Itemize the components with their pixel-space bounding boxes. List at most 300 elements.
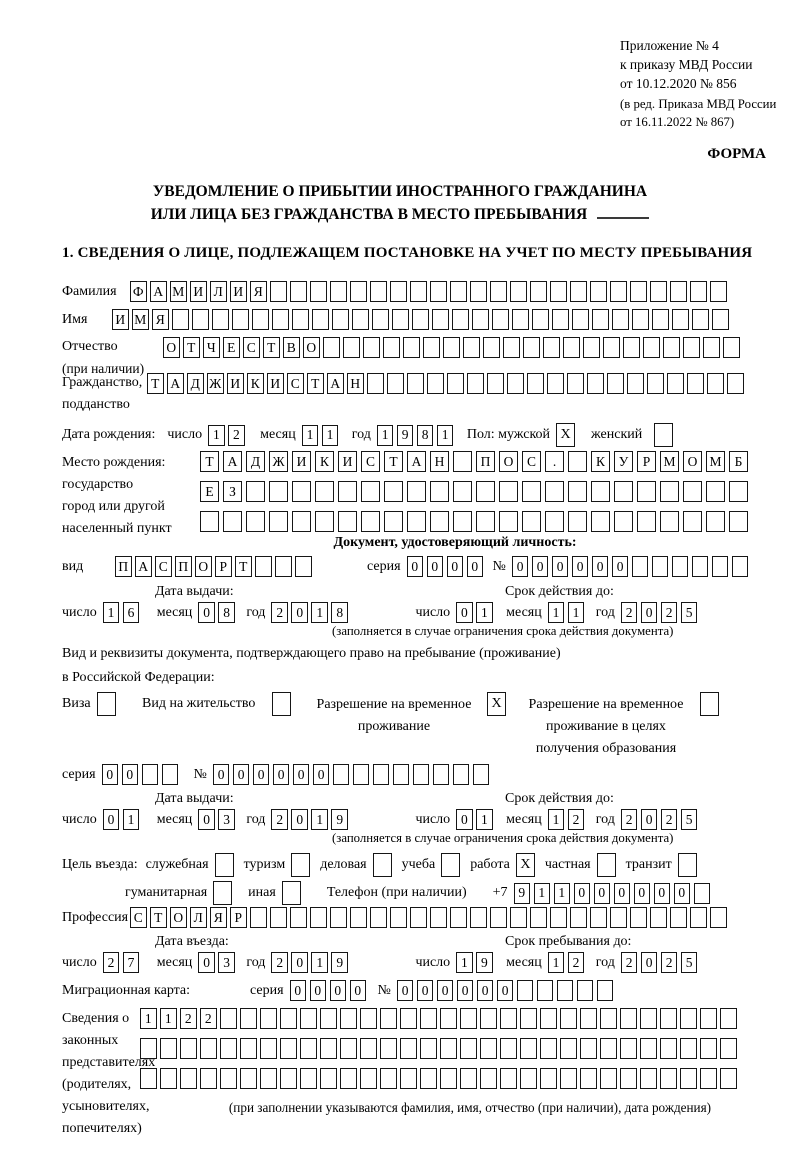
char-box[interactable] — [410, 907, 427, 928]
char-box[interactable] — [310, 281, 327, 302]
char-box[interactable] — [483, 337, 500, 358]
char-box[interactable]: 9 — [331, 952, 348, 973]
residence-expiry-day[interactable] — [456, 809, 496, 830]
char-box[interactable] — [310, 907, 327, 928]
char-box[interactable]: Б — [729, 451, 748, 472]
char-box[interactable] — [640, 1008, 657, 1029]
char-box[interactable] — [532, 309, 549, 330]
char-box[interactable]: 1 — [548, 952, 565, 973]
char-box[interactable] — [332, 309, 349, 330]
char-box[interactable]: 2 — [271, 952, 288, 973]
char-box[interactable]: 0 — [512, 556, 529, 577]
residence-issue-month[interactable] — [198, 809, 238, 830]
char-box[interactable] — [540, 1008, 557, 1029]
char-box[interactable] — [220, 1068, 237, 1089]
stay-year[interactable] — [621, 952, 701, 973]
char-box[interactable] — [192, 309, 209, 330]
char-box[interactable] — [361, 481, 380, 502]
char-box[interactable] — [663, 337, 680, 358]
char-box[interactable] — [270, 907, 287, 928]
char-box[interactable] — [637, 481, 656, 502]
char-box[interactable] — [550, 281, 567, 302]
char-box[interactable] — [420, 1068, 437, 1089]
char-box[interactable] — [340, 1038, 357, 1059]
sex-male-checkbox[interactable] — [556, 423, 575, 447]
char-box[interactable] — [453, 511, 472, 532]
char-box[interactable] — [591, 511, 610, 532]
char-box[interactable]: Ж — [269, 451, 288, 472]
char-box[interactable] — [232, 309, 249, 330]
char-box[interactable] — [614, 511, 633, 532]
char-box[interactable] — [590, 281, 607, 302]
char-box[interactable]: 0 — [103, 809, 120, 830]
char-box[interactable] — [330, 281, 347, 302]
char-box[interactable] — [393, 764, 410, 785]
char-box[interactable] — [260, 1038, 277, 1059]
char-box[interactable]: 1 — [123, 809, 140, 830]
char-box[interactable] — [654, 423, 673, 447]
char-box[interactable] — [620, 1038, 637, 1059]
char-box[interactable] — [427, 373, 444, 394]
profession-input[interactable] — [130, 907, 730, 928]
char-box[interactable] — [460, 1038, 477, 1059]
char-box[interactable] — [290, 907, 307, 928]
birth-month-input[interactable] — [302, 425, 342, 446]
char-box[interactable] — [540, 1068, 557, 1089]
char-box[interactable]: X — [487, 692, 506, 716]
char-box[interactable] — [517, 980, 534, 1001]
char-box[interactable] — [597, 980, 614, 1001]
char-box[interactable]: Р — [637, 451, 656, 472]
char-box[interactable] — [610, 281, 627, 302]
char-box[interactable] — [632, 309, 649, 330]
char-box[interactable] — [603, 337, 620, 358]
entry-day[interactable] — [103, 952, 143, 973]
residence-series-input[interactable] — [102, 764, 182, 785]
char-box[interactable] — [280, 1008, 297, 1029]
char-box[interactable]: 1 — [302, 425, 319, 446]
char-box[interactable] — [450, 281, 467, 302]
char-box[interactable] — [612, 309, 629, 330]
char-box[interactable] — [280, 1068, 297, 1089]
char-box[interactable] — [453, 764, 470, 785]
patronymic-input[interactable] — [163, 337, 743, 358]
char-box[interactable]: 9 — [397, 425, 414, 446]
char-box[interactable] — [410, 281, 427, 302]
char-box[interactable]: Е — [223, 337, 240, 358]
residence-issue-day[interactable] — [103, 809, 143, 830]
char-box[interactable] — [572, 309, 589, 330]
char-box[interactable] — [670, 907, 687, 928]
char-box[interactable] — [700, 1008, 717, 1029]
char-box[interactable]: Т — [384, 451, 403, 472]
char-box[interactable] — [557, 980, 574, 1001]
char-box[interactable] — [440, 1038, 457, 1059]
char-box[interactable]: О — [683, 451, 702, 472]
char-box[interactable] — [563, 337, 580, 358]
char-box[interactable]: 8 — [218, 602, 235, 623]
char-box[interactable]: 0 — [532, 556, 549, 577]
char-box[interactable] — [200, 511, 219, 532]
migration-series-input[interactable] — [290, 980, 370, 1001]
char-box[interactable] — [700, 1038, 717, 1059]
char-box[interactable]: 1 — [140, 1008, 157, 1029]
sex-female-checkbox[interactable] — [654, 423, 673, 447]
char-box[interactable]: М — [170, 281, 187, 302]
char-box[interactable] — [360, 1038, 377, 1059]
char-box[interactable] — [440, 1008, 457, 1029]
char-box[interactable] — [632, 556, 649, 577]
char-box[interactable] — [712, 556, 729, 577]
char-box[interactable] — [499, 511, 518, 532]
char-box[interactable]: И — [227, 373, 244, 394]
char-box[interactable] — [352, 309, 369, 330]
char-box[interactable]: 0 — [641, 809, 658, 830]
char-box[interactable]: 3 — [218, 952, 235, 973]
char-box[interactable] — [440, 1068, 457, 1089]
char-box[interactable] — [390, 281, 407, 302]
char-box[interactable]: Т — [150, 907, 167, 928]
char-box[interactable]: 3 — [218, 809, 235, 830]
char-box[interactable] — [403, 337, 420, 358]
char-box[interactable]: С — [130, 907, 147, 928]
char-box[interactable]: Л — [190, 907, 207, 928]
char-box[interactable] — [480, 1038, 497, 1059]
char-box[interactable]: Т — [147, 373, 164, 394]
char-box[interactable] — [690, 907, 707, 928]
char-box[interactable] — [597, 853, 616, 877]
char-box[interactable] — [180, 1068, 197, 1089]
char-box[interactable] — [370, 281, 387, 302]
char-box[interactable]: 0 — [417, 980, 434, 1001]
char-box[interactable]: 0 — [641, 952, 658, 973]
purpose-work-checkbox[interactable] — [516, 853, 535, 877]
char-box[interactable] — [270, 281, 287, 302]
char-box[interactable] — [587, 373, 604, 394]
char-box[interactable]: 2 — [271, 809, 288, 830]
char-box[interactable] — [680, 1038, 697, 1059]
char-box[interactable] — [660, 1008, 677, 1029]
char-box[interactable] — [690, 281, 707, 302]
char-box[interactable] — [200, 1068, 217, 1089]
char-box[interactable]: 0 — [233, 764, 250, 785]
char-box[interactable] — [568, 481, 587, 502]
char-box[interactable]: 0 — [291, 952, 308, 973]
surname-input[interactable] — [130, 281, 730, 302]
char-box[interactable] — [680, 1068, 697, 1089]
char-box[interactable] — [729, 511, 748, 532]
birth-year-input[interactable] — [377, 425, 457, 446]
char-box[interactable]: 5 — [681, 602, 698, 623]
char-box[interactable] — [480, 1008, 497, 1029]
char-box[interactable]: 2 — [661, 809, 678, 830]
char-box[interactable] — [420, 1038, 437, 1059]
char-box[interactable] — [350, 281, 367, 302]
char-box[interactable]: 1 — [322, 425, 339, 446]
char-box[interactable] — [269, 511, 288, 532]
char-box[interactable]: 2 — [180, 1008, 197, 1029]
char-box[interactable] — [640, 1038, 657, 1059]
char-box[interactable] — [142, 764, 159, 785]
char-box[interactable]: 0 — [574, 883, 591, 904]
char-box[interactable] — [683, 481, 702, 502]
char-box[interactable] — [300, 1008, 317, 1029]
char-box[interactable]: 0 — [674, 883, 691, 904]
char-box[interactable]: 2 — [568, 809, 585, 830]
char-box[interactable] — [476, 511, 495, 532]
char-box[interactable] — [246, 481, 265, 502]
char-box[interactable]: И — [292, 451, 311, 472]
char-box[interactable]: 1 — [311, 602, 328, 623]
char-box[interactable]: А — [150, 281, 167, 302]
identity-expiry-day[interactable] — [456, 602, 496, 623]
char-box[interactable]: Я — [210, 907, 227, 928]
char-box[interactable] — [480, 1068, 497, 1089]
char-box[interactable] — [520, 1038, 537, 1059]
char-box[interactable] — [383, 337, 400, 358]
char-box[interactable]: 1 — [311, 952, 328, 973]
char-box[interactable]: Н — [430, 451, 449, 472]
char-box[interactable]: 1 — [548, 602, 565, 623]
char-box[interactable]: Я — [152, 309, 169, 330]
phone-input[interactable] — [514, 883, 714, 904]
char-box[interactable] — [560, 1008, 577, 1029]
char-box[interactable] — [620, 1008, 637, 1029]
char-box[interactable] — [476, 481, 495, 502]
purpose-business-checkbox[interactable] — [373, 853, 392, 877]
char-box[interactable] — [470, 281, 487, 302]
char-box[interactable]: С — [361, 451, 380, 472]
char-box[interactable] — [453, 481, 472, 502]
purpose-other-checkbox[interactable] — [282, 881, 301, 905]
stay-day[interactable] — [456, 952, 496, 973]
char-box[interactable] — [275, 556, 292, 577]
char-box[interactable] — [407, 373, 424, 394]
char-box[interactable]: С — [243, 337, 260, 358]
char-box[interactable]: Д — [246, 451, 265, 472]
char-box[interactable] — [620, 1068, 637, 1089]
char-box[interactable]: 0 — [456, 602, 473, 623]
char-box[interactable] — [140, 1038, 157, 1059]
char-box[interactable] — [97, 692, 116, 716]
char-box[interactable]: П — [115, 556, 132, 577]
char-box[interactable] — [443, 337, 460, 358]
char-box[interactable]: И — [190, 281, 207, 302]
char-box[interactable]: 1 — [377, 425, 394, 446]
char-box[interactable]: В — [283, 337, 300, 358]
char-box[interactable] — [160, 1068, 177, 1089]
char-box[interactable] — [360, 1068, 377, 1089]
char-box[interactable] — [292, 511, 311, 532]
char-box[interactable]: 0 — [330, 980, 347, 1001]
visa-checkbox[interactable] — [97, 692, 116, 716]
char-box[interactable] — [590, 907, 607, 928]
residence-number-input[interactable] — [213, 764, 493, 785]
char-box[interactable] — [683, 511, 702, 532]
char-box[interactable]: Т — [183, 337, 200, 358]
char-box[interactable]: Р — [215, 556, 232, 577]
char-box[interactable]: 0 — [310, 980, 327, 1001]
char-box[interactable] — [343, 337, 360, 358]
char-box[interactable] — [338, 511, 357, 532]
char-box[interactable] — [500, 1038, 517, 1059]
representatives-input-line3[interactable] — [140, 1068, 740, 1089]
char-box[interactable]: X — [516, 853, 535, 877]
char-box[interactable] — [672, 556, 689, 577]
char-box[interactable] — [463, 337, 480, 358]
char-box[interactable]: О — [303, 337, 320, 358]
entry-year[interactable] — [271, 952, 351, 973]
char-box[interactable] — [678, 853, 697, 877]
char-box[interactable] — [361, 511, 380, 532]
char-box[interactable] — [467, 373, 484, 394]
char-box[interactable] — [380, 1068, 397, 1089]
char-box[interactable]: 1 — [437, 425, 454, 446]
birth-place-input-line3[interactable] — [200, 511, 752, 532]
char-box[interactable] — [640, 1068, 657, 1089]
char-box[interactable] — [570, 281, 587, 302]
char-box[interactable] — [392, 309, 409, 330]
temp-residence-checkbox[interactable] — [487, 692, 506, 716]
char-box[interactable] — [591, 481, 610, 502]
char-box[interactable] — [338, 481, 357, 502]
char-box[interactable] — [212, 309, 229, 330]
char-box[interactable]: 2 — [103, 952, 120, 973]
char-box[interactable]: 0 — [477, 980, 494, 1001]
char-box[interactable]: О — [499, 451, 518, 472]
char-box[interactable]: 1 — [103, 602, 120, 623]
char-box[interactable] — [363, 337, 380, 358]
char-box[interactable] — [213, 881, 232, 905]
char-box[interactable] — [614, 481, 633, 502]
char-box[interactable] — [272, 692, 291, 716]
char-box[interactable] — [453, 451, 472, 472]
char-box[interactable]: И — [230, 281, 247, 302]
char-box[interactable] — [272, 309, 289, 330]
char-box[interactable]: Т — [200, 451, 219, 472]
char-box[interactable]: 2 — [621, 602, 638, 623]
char-box[interactable] — [500, 1068, 517, 1089]
char-box[interactable]: 9 — [514, 883, 531, 904]
char-box[interactable] — [315, 511, 334, 532]
purpose-official-checkbox[interactable] — [215, 853, 234, 877]
char-box[interactable] — [412, 309, 429, 330]
char-box[interactable] — [360, 1008, 377, 1029]
stay-month[interactable] — [548, 952, 588, 973]
char-box[interactable] — [650, 281, 667, 302]
char-box[interactable]: И — [267, 373, 284, 394]
char-box[interactable] — [260, 1008, 277, 1029]
char-box[interactable] — [487, 373, 504, 394]
char-box[interactable] — [607, 373, 624, 394]
char-box[interactable]: 0 — [614, 883, 631, 904]
char-box[interactable]: 0 — [447, 556, 464, 577]
char-box[interactable] — [703, 337, 720, 358]
char-box[interactable] — [610, 907, 627, 928]
char-box[interactable] — [547, 373, 564, 394]
char-box[interactable]: М — [706, 451, 725, 472]
char-box[interactable] — [400, 1068, 417, 1089]
char-box[interactable] — [500, 1008, 517, 1029]
char-box[interactable]: 1 — [456, 952, 473, 973]
char-box[interactable]: 2 — [228, 425, 245, 446]
char-box[interactable] — [527, 373, 544, 394]
char-box[interactable] — [172, 309, 189, 330]
char-box[interactable] — [700, 692, 719, 716]
char-box[interactable]: 7 — [123, 952, 140, 973]
char-box[interactable]: 2 — [200, 1008, 217, 1029]
char-box[interactable] — [652, 309, 669, 330]
char-box[interactable]: 6 — [123, 602, 140, 623]
char-box[interactable]: 1 — [534, 883, 551, 904]
char-box[interactable] — [423, 337, 440, 358]
char-box[interactable] — [520, 1068, 537, 1089]
char-box[interactable] — [300, 1038, 317, 1059]
char-box[interactable] — [430, 511, 449, 532]
char-box[interactable]: 2 — [621, 952, 638, 973]
char-box[interactable]: 0 — [293, 764, 310, 785]
char-box[interactable]: А — [223, 451, 242, 472]
char-box[interactable]: 2 — [568, 952, 585, 973]
char-box[interactable]: 2 — [661, 602, 678, 623]
char-box[interactable] — [540, 1038, 557, 1059]
char-box[interactable] — [729, 481, 748, 502]
char-box[interactable] — [580, 1068, 597, 1089]
char-box[interactable] — [430, 481, 449, 502]
char-box[interactable] — [490, 281, 507, 302]
char-box[interactable]: Т — [263, 337, 280, 358]
char-box[interactable]: П — [476, 451, 495, 472]
purpose-study-checkbox[interactable] — [441, 853, 460, 877]
char-box[interactable] — [550, 907, 567, 928]
char-box[interactable] — [710, 281, 727, 302]
char-box[interactable]: О — [170, 907, 187, 928]
char-box[interactable]: 0 — [612, 556, 629, 577]
char-box[interactable]: 0 — [198, 952, 215, 973]
char-box[interactable] — [350, 907, 367, 928]
char-box[interactable]: X — [556, 423, 575, 447]
char-box[interactable] — [240, 1068, 257, 1089]
char-box[interactable] — [630, 907, 647, 928]
char-box[interactable] — [643, 337, 660, 358]
char-box[interactable] — [600, 1038, 617, 1059]
purpose-tourism-checkbox[interactable] — [291, 853, 310, 877]
char-box[interactable] — [246, 511, 265, 532]
char-box[interactable] — [660, 481, 679, 502]
birth-day-input[interactable] — [208, 425, 248, 446]
char-box[interactable] — [567, 373, 584, 394]
char-box[interactable] — [372, 309, 389, 330]
char-box[interactable] — [683, 337, 700, 358]
char-box[interactable] — [380, 1008, 397, 1029]
char-box[interactable] — [292, 481, 311, 502]
doc-series-input[interactable] — [407, 556, 487, 577]
char-box[interactable]: 8 — [417, 425, 434, 446]
char-box[interactable] — [687, 373, 704, 394]
char-box[interactable] — [568, 511, 587, 532]
char-box[interactable] — [637, 511, 656, 532]
char-box[interactable]: 0 — [253, 764, 270, 785]
char-box[interactable] — [373, 853, 392, 877]
char-box[interactable] — [706, 481, 725, 502]
birth-place-input-line1[interactable] — [200, 451, 752, 472]
char-box[interactable]: 9 — [331, 809, 348, 830]
char-box[interactable]: Т — [307, 373, 324, 394]
char-box[interactable] — [592, 309, 609, 330]
char-box[interactable] — [384, 481, 403, 502]
char-box[interactable] — [623, 337, 640, 358]
char-box[interactable] — [390, 907, 407, 928]
